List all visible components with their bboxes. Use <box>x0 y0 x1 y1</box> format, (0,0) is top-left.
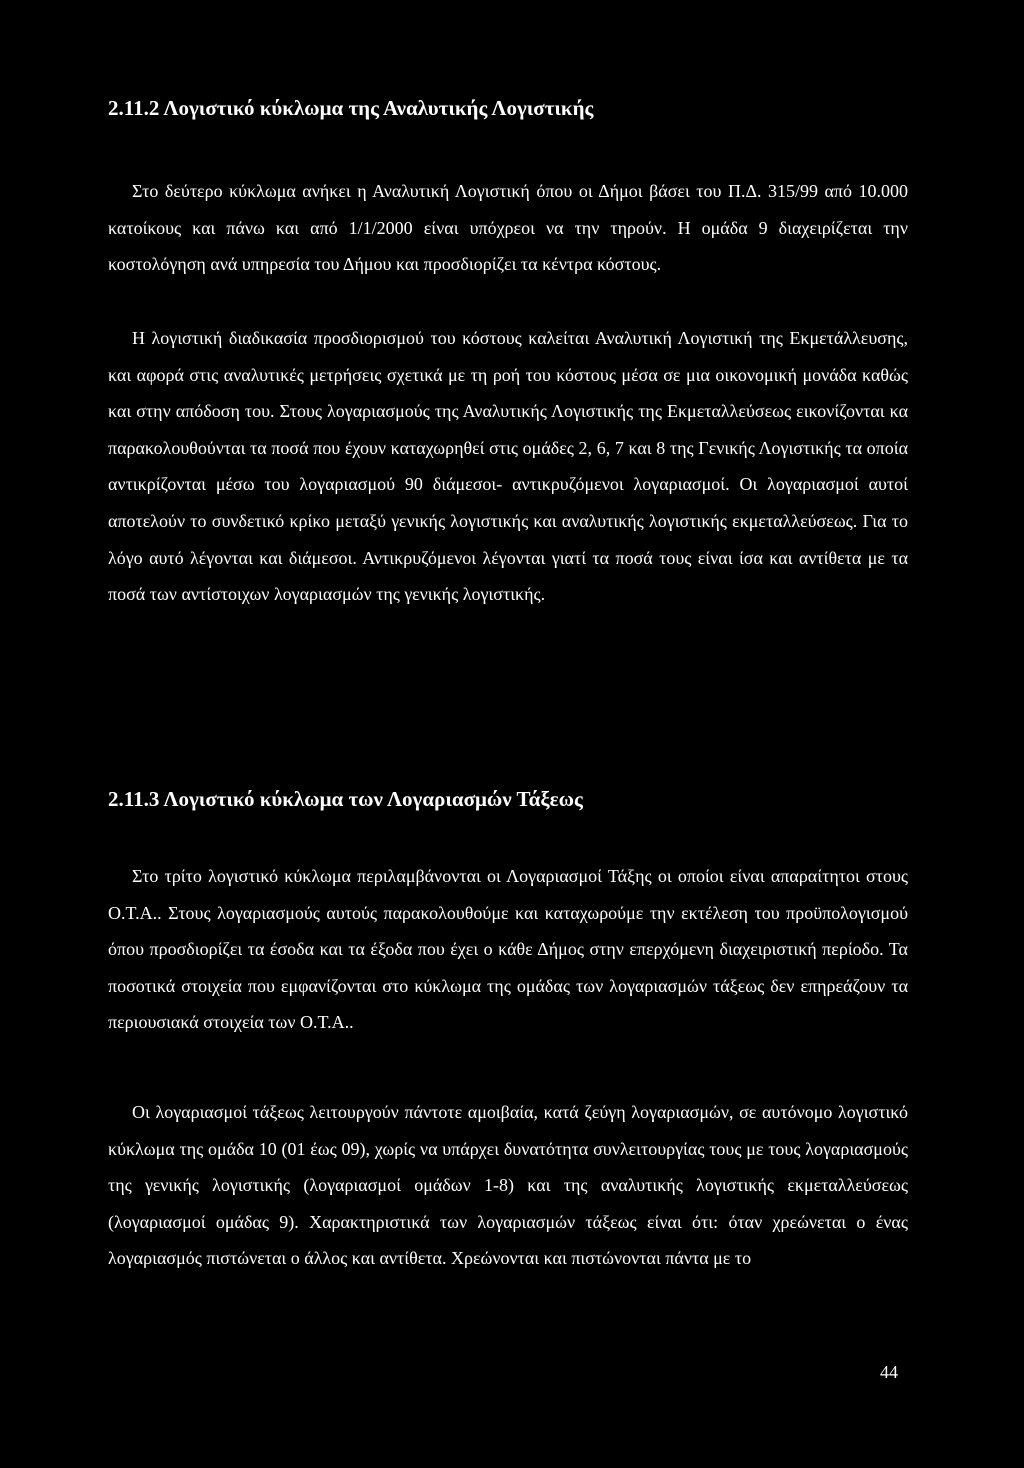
paragraph: Η λογιστική διαδικασία προσδιορισμού του κόστους καλείται Αναλυτική Λογιστική της Εκμετάλλευσης, και αφορά στις αναλυτικές μετρήσεις σχετικά με τη ροή του κόστους μέσα σε μια οικονομική μονάδα καθώς και στην απόδοση του. Στους λογαριασμούς της Αναλυτικής Λογιστικής της Εκμεταλλεύσεως εικονίζονται κα παρακολουθούνται τα ποσά που έχουν καταχωρηθεί στις ομάδες 2, 6, 7 και 8 της Γενικής Λογιστικής τα οποία αντικρίζονται μέσω του λογαριασμού 90 διάμεσοι- αντικρυζόμενοι λογαριασμοί. Οι λογαριασμοί αυτοί αποτελούν το συνδετικό κρίκο μεταξύ γενικής λογιστικής και αναλυτικής λογιστικής εκμεταλλεύσεως. Για το λόγο αυτό λέγονται και διάμεσοι. Αντικρυζόμενοι λέγονται γιατί τα ποσά τους είναι ίσα και αντίθετα με τα ποσά των αντίστοιχων λογαριασμών της γενικής λογιστικής. <box>108 328 908 605</box>
page-number: 44 <box>880 1362 898 1382</box>
section-heading-order-accounts: 2.11.3 Λογιστικό κύκλωμα των Λογαριασμών Τάξεως <box>108 787 583 811</box>
paragraph: Οι λογαριασμοί τάξεως λειτουργούν πάντοτε αμοιβαία, κατά ζεύγη λογαριασμών, σε αυτόνομο λογιστικό κύκλωμα της ομάδα 10 (01 έως 09), χωρίς να υπάρχει δυνατότητα συνλειτουργίας τους με τους λογαριασμούς της γενικής λογιστικής (λογαριασμοί ομάδων 1-8) και της αναλυτικής λογιστικής εκμεταλλεύσεως (λογαριασμοί ομάδας 9). Χαρακτηριστικά των λογαριασμών τάξεως είναι ότι: όταν χρεώνεται ο ένας λογαριασμός πιστώνεται ο άλλος και αντίθετα. Χρεώνονται και πιστώνονται πάντα με το <box>108 1102 908 1269</box>
paragraph: Στο τρίτο λογιστικό κύκλωμα περιλαμβάνονται οι Λογαριασμοί Τάξης οι οποίοι είναι απαραίτητοι στους Ο.Τ.Α.. Στους λογαριασμούς αυτούς παρακολουθούμε και καταχωρούμε την εκτέλεση του προϋπολογισμού όπου προσδιορίζει τα έσοδα και τα έξοδα που έχει ο κάθε Δήμος στην επερχόμενη διαχειριστική περίοδο. Τα ποσοτικά στοιχεία που εμφανίζονται στο κύκλωμα της ομάδας των λογαριασμών τάξεως δεν επηρεάζουν τα περιουσιακά στοιχεία των Ο.Τ.Α.. <box>108 866 908 1033</box>
document-page <box>108 0 908 1468</box>
section-heading-analytical-accounting: 2.11.2 Λογιστικό κύκλωμα της Αναλυτικής Λογιστικής <box>108 96 594 120</box>
paragraph: Στο δεύτερο κύκλωμα ανήκει η Αναλυτική Λογιστική όπου οι Δήμοι βάσει του Π.Δ. 315/99 από 10.000 κατοίκους και πάνω και από 1/1/2000 είναι υπόχρεοι να την τηρούν. Η ομάδα 9 διαχειρίζεται την κοστολόγηση ανά υπηρεσία του Δήμου και προσδιορίζει τα κέντρα κόστους. <box>108 181 908 275</box>
